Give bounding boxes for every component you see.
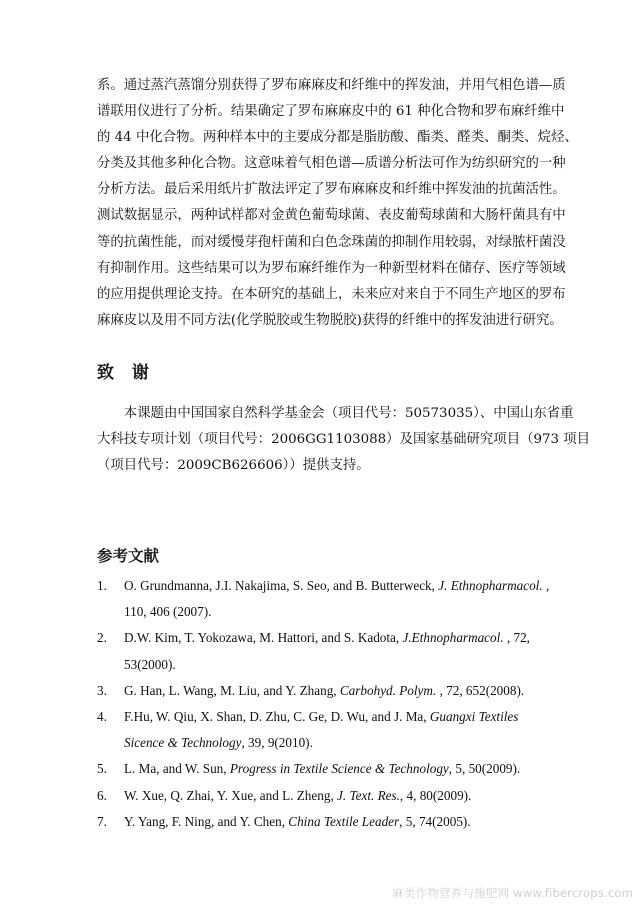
reference-details: , 5, 74(2005). [399, 813, 471, 829]
reference-authors: F.Hu, W. Qiu, X. Shan, D. Zhu, C. Ge, D. Wu, and J. Ma, [124, 709, 430, 725]
reference-number: 1. [97, 578, 107, 593]
paragraph-line: 的 44 中化合物。两种样本中的主要成分都是脂肪酸、酯类、醛类、酮类、烷烃、 [97, 130, 578, 146]
reference-item [97, 678, 542, 704]
paragraph-line: 的应用提供理论支持。在本研究的基础上，未来应对来自于不同生产地区的罗布 [97, 286, 566, 302]
reference-number: 6. [97, 787, 107, 803]
reference-details: , 4, 80(2009). [399, 787, 472, 803]
reference-authors: D.W. Kim, T. Yokozawa, M. Hattori, and S. Kadota, [124, 630, 403, 646]
reference-continuation: 110, 406 (2007). [124, 604, 212, 620]
reference-item [97, 573, 550, 625]
acknowledgement-paragraph [97, 401, 591, 479]
reference-item [97, 704, 542, 756]
reference-details: , 5, 50(2009). [448, 761, 521, 777]
reference-number: 2. [97, 630, 107, 646]
paragraph-line: 等的抗菌性能，而对缓慢芽孢杆菌和白色念珠菌的抑制作用较弱，对绿脓杆菌没 [97, 234, 566, 250]
reference-authors: L. Ma, and W. Sun, [124, 761, 230, 777]
reference-number: 5. [97, 761, 107, 777]
body-paragraph [97, 73, 578, 334]
site-watermark: 麻类作物营养与施肥网 www.fibercrops.com [392, 886, 633, 900]
acknowledgement-heading: 致 谢 [97, 363, 155, 383]
reference-journal: Progress in Textile Science & Technology [229, 761, 449, 777]
reference-details: , [542, 578, 550, 593]
paragraph-line: （项目代号：2009CB626606））提供支持。 [97, 458, 370, 474]
reference-number: 7. [97, 813, 107, 829]
reference-authors: W. Xue, Q. Zhai, Y. Xue, and L. Zheng, [124, 787, 338, 803]
paragraph-line: 麻麻皮以及用不同方法(化学脱胶或生物脱胶)获得的纤维中的挥发油进行研究。 [97, 312, 563, 328]
reference-journal: Guangxi Textiles [429, 709, 519, 725]
reference-details: , 72, 652(2008). [436, 682, 525, 698]
paragraph-line: 本课题由中国国家自然科学基金会（项目代号：50573035）、中国山东省重 [97, 406, 574, 421]
references-heading: 参考文献 [97, 547, 160, 565]
reference-item [97, 625, 542, 677]
reference-item [97, 756, 542, 782]
reference-journal: China Textile Leader [288, 813, 400, 829]
reference-number: 3. [97, 682, 107, 698]
reference-journal: Carbohyd. Polym. [339, 682, 437, 698]
reference-item [97, 809, 542, 835]
paragraph-line: 系。通过蒸汽蒸馏分别获得了罗布麻麻皮和纤维中的挥发油，并用气相色谱—质 [97, 78, 566, 93]
paragraph-line: 测试数据显示，两种试样都对金黄色葡萄球菌、表皮葡萄球菌和大肠杆菌具有中 [97, 208, 566, 224]
reference-list [97, 573, 550, 835]
reference-continuation: 53(2000). [124, 656, 176, 672]
paragraph-line: 大科技专项计划（项目代号：2006GG1103088）及国家基础研究项目（973 项目 [97, 432, 591, 448]
reference-journal-continued: Sicence & Technology [124, 735, 242, 751]
reference-authors: G. Han, L. Wang, M. Liu, and Y. Zhang, [124, 682, 340, 698]
paragraph-line: 分析方法。最后采用纸片扩散法评定了罗布麻麻皮和纤维中挥发油的抗菌活性。 [97, 182, 566, 198]
reference-authors: O. Grundmanna, J.I. Nakajima, S. Seo, and B. Butterweck, [124, 578, 439, 593]
reference-details: , 39, 9(2010). [241, 735, 313, 751]
reference-item [97, 783, 542, 809]
reference-authors: Y. Yang, F. Ning, and Y. Chen, [124, 813, 289, 829]
reference-number: 4. [97, 709, 107, 725]
reference-journal: J. Ethnopharmacol. [438, 578, 543, 593]
paragraph-line: 分类及其他多种化合物。这意味着气相色谱—质谱分析法可作为纺织研究的一种 [97, 156, 566, 172]
paragraph-line: 有抑制作用。这些结果可以为罗布麻纤维作为一种新型材料在储存、医疗等领域 [97, 260, 566, 276]
reference-details: , 72, [503, 630, 530, 646]
paragraph-line: 谱联用仪进行了分析。结果确定了罗布麻麻皮中的 61 种化合物和罗布麻纤维中 [97, 104, 565, 120]
reference-journal: J.Ethnopharmacol. [402, 630, 504, 646]
reference-journal: J. Text. Res. [337, 787, 400, 803]
